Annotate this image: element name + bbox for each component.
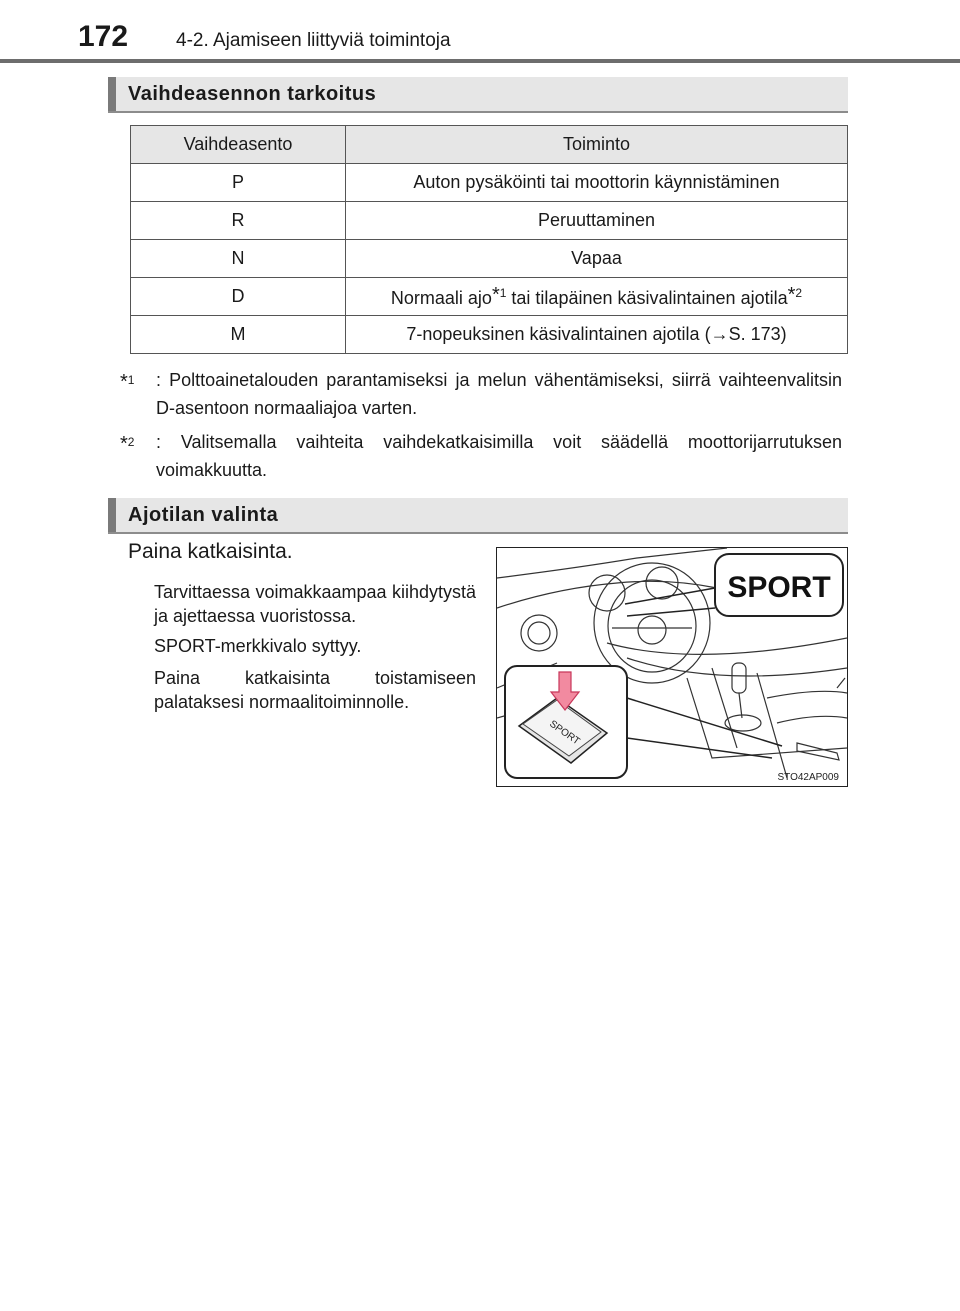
table-row [131,202,848,240]
table-header-cell: Vaihdeasento [131,126,346,164]
table-header-row [131,126,848,164]
footnote-star: * [491,284,500,306]
header-rule [0,59,960,63]
instruction-heading: Paina katkaisinta. [128,540,293,563]
table-row [131,278,848,316]
description-paragraph: Tarvittaessa voimakkaampaa kiihdytystä ja ajettaessa vuoristossa. [154,582,476,626]
section-heading-shift-positions [108,77,848,113]
function-text: 7-nopeuksinen käsivalintainen ajotila ( [406,324,711,344]
footnote-ref: 2 [795,286,803,300]
footnote-1 [120,366,842,422]
table-cell-position: P [131,164,346,202]
description-paragraph: Paina katkaisinta toistamiseen palataksesi normaalitoiminnolle. [154,668,476,712]
footnote-marker: *$^1$ [120,371,135,393]
sport-switch-illustration [496,547,848,787]
description-paragraph: SPORT-merkkivalo syttyy. [154,636,362,656]
table-cell-function: Peruuttaminen [346,202,848,240]
sport-indicator-text: SPORT [727,571,831,604]
table-header-cell: Toiminto [346,126,848,164]
section-heading-accent [108,498,116,532]
chapter-title: 4-2. Ajamiseen liittyviä toimintoja [176,30,451,51]
footnote-text: : Valitsemalla vaihteita vaihdekatkaisimilla voit säädellä moottorijarrutuksen voimakkuutta. [156,432,842,480]
footnote-2 [120,428,842,484]
footnote-ref: 1 [499,286,507,300]
table-cell-position: M [131,316,346,354]
section-heading-label: Vaihdeasennon tarkoitus [128,83,377,105]
shift-position-table [130,125,848,354]
footnote-star: * [787,284,796,306]
table-cell-position: D [131,278,346,316]
table-cell-function [346,278,848,316]
page-reference-link[interactable]: S. 173) [728,324,787,344]
arrow-icon: → [710,324,729,344]
footnote-text: : Polttoainetalouden parantamiseksi ja melun vähentämiseksi, siirrä vaihteenvalitsin D-asentoon normaaliajoa varten. [156,370,842,418]
cockpit-drawing [497,548,847,786]
table-cell-position: R [131,202,346,240]
table-cell-position: N [131,240,346,278]
section-heading-drive-mode [108,498,848,534]
switch-label: SPORT [547,718,582,748]
section-heading-label: Ajotilan valinta [128,504,279,526]
page-number: 172 [78,20,129,53]
function-text: tai tilapäinen käsivalintainen ajotila [506,288,788,308]
section-heading-accent [108,77,116,111]
table-cell-function: Auton pysäköinti tai moottorin käynnistäminen [346,164,848,202]
table-cell-function [346,316,848,354]
table-row [131,316,848,354]
function-text: Normaali ajo [390,288,492,308]
figure-code: STO42AP009 [777,772,839,783]
table-cell-function: Vapaa [346,240,848,278]
table-row [131,240,848,278]
table-row [131,164,848,202]
footnote-marker: *$^2$ [120,433,135,455]
